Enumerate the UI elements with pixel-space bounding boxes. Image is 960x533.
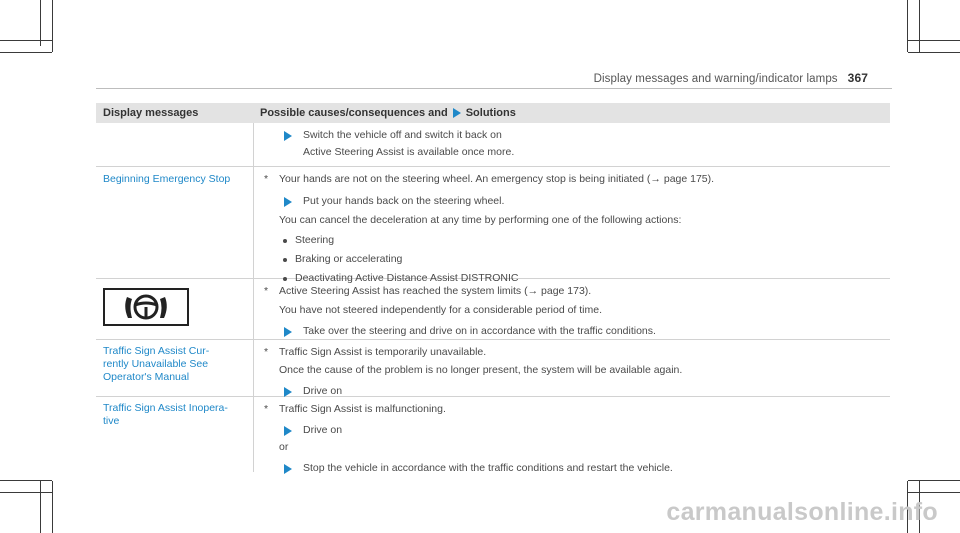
bullet-text: Braking or accelerating: [295, 253, 403, 265]
message-traffic-sign-unavailable-2: rently Unavailable See: [103, 358, 209, 370]
cause-text: Traffic Sign Assist is temporarily unavailable.: [279, 346, 487, 358]
crop-mark: [908, 492, 960, 493]
header-rule: [96, 88, 892, 89]
crop-mark: [52, 0, 53, 52]
message-cell: [96, 123, 254, 166]
solution-step: [282, 324, 884, 339]
crop-mark: [52, 481, 53, 533]
crop-mark: [0, 52, 52, 53]
play-arrow-icon: [284, 131, 292, 141]
star-marker: *: [264, 403, 269, 415]
step-text: Take over the steering and drive on in accordance with the traffic conditions.: [303, 325, 656, 337]
display-messages-table: [96, 103, 890, 472]
or-text: or: [279, 441, 289, 453]
cause-text: Your hands are not on the steering wheel. An emergency stop is being initiated (→ page 175).: [279, 173, 715, 185]
column-header-solutions-label: Solutions: [465, 106, 516, 119]
column-header-causes: [254, 106, 890, 121]
steering-wheel-svg: [121, 292, 171, 322]
bullet-text: Steering: [295, 234, 335, 246]
cause-line: [264, 172, 884, 187]
cause-text: Active Steering Assist has reached the system limits (→ page 173).: [279, 285, 592, 297]
message-traffic-sign-inoperative-2: tive: [103, 415, 120, 427]
message-cell: [96, 340, 254, 396]
table-header: [96, 103, 890, 123]
list-item: [283, 233, 884, 248]
table-row: [96, 167, 890, 284]
section-title: Display messages and warning/indicator lamps: [593, 73, 838, 85]
solution-step: [282, 194, 884, 209]
column-header-causes-label: Possible causes/consequences and: [260, 106, 448, 119]
cause-line: [264, 345, 884, 360]
crop-mark: [0, 480, 52, 481]
step-text: Put your hands back on the steering wheel.: [303, 195, 505, 207]
solution-step: [282, 128, 884, 143]
play-arrow-icon: [284, 387, 292, 397]
bullet-text: Deactivating Active Distance Assist DISTRONIC: [295, 272, 519, 284]
column-header-display-messages: Display messages: [103, 106, 199, 119]
step-text: Drive on: [303, 424, 343, 436]
crop-mark: [908, 52, 960, 53]
play-arrow-icon: [284, 327, 292, 337]
play-arrow-icon: [284, 197, 292, 207]
table-row: [96, 397, 890, 472]
play-arrow-icon: [453, 108, 461, 118]
cause-text: Traffic Sign Assist is malfunctioning.: [279, 403, 446, 415]
crop-mark: [908, 40, 960, 41]
crop-mark: [40, 481, 41, 533]
solution-step: [282, 461, 884, 476]
play-arrow-icon: [284, 426, 292, 436]
crop-mark: [0, 40, 52, 41]
causes-cell: [254, 123, 890, 166]
message-cell: [96, 167, 254, 278]
cause-line: [264, 402, 884, 417]
cause-line: [264, 284, 884, 299]
causes-cell: [254, 397, 890, 472]
causes-cell: [254, 167, 890, 284]
message-cell: [96, 279, 254, 339]
causes-cell: [254, 279, 890, 339]
table-row: [96, 340, 890, 397]
page-number: 367: [847, 71, 868, 85]
bullet-dot: [283, 258, 287, 262]
crop-mark: [919, 0, 920, 52]
message-traffic-sign-inoperative-1: Traffic Sign Assist Inopera-: [103, 402, 228, 414]
step-text: Stop the vehicle in accordance with the traffic conditions and restart the vehicle.: [303, 462, 673, 474]
note-text: You have not steered independently for a considerable period of time.: [279, 304, 602, 316]
message-beginning-emergency-stop: Beginning Emergency Stop: [103, 173, 231, 185]
star-marker: *: [264, 346, 269, 358]
solution-step: [282, 423, 884, 438]
step-text: Drive on: [303, 385, 343, 397]
star-marker: *: [264, 285, 269, 297]
step-text-continued: Active Steering Assist is available once more.: [303, 146, 515, 158]
list-item: [283, 252, 884, 267]
star-marker: *: [264, 173, 269, 185]
table-row: [96, 123, 890, 167]
message-traffic-sign-unavailable-1: Traffic Sign Assist Cur-: [103, 345, 210, 357]
page-header: [594, 71, 868, 85]
play-arrow-icon: [284, 464, 292, 474]
bullet-dot: [283, 239, 287, 243]
step-text: Switch the vehicle off and switch it back on: [303, 129, 502, 141]
crop-mark: [908, 480, 960, 481]
crop-mark: [907, 0, 908, 52]
note-text: You can cancel the deceleration at any time by performing one of the following actions:: [279, 214, 682, 226]
message-traffic-sign-unavailable-3: Operator's Manual: [103, 371, 190, 383]
watermark: carmanualsonline.info: [666, 498, 938, 526]
table-row: [96, 279, 890, 340]
steering-wheel-hands-icon: [103, 288, 189, 326]
note-text: Once the cause of the problem is no longer present, the system will be available again.: [279, 364, 683, 376]
causes-cell: [254, 340, 890, 396]
message-cell: [96, 397, 254, 472]
crop-mark: [0, 492, 52, 493]
